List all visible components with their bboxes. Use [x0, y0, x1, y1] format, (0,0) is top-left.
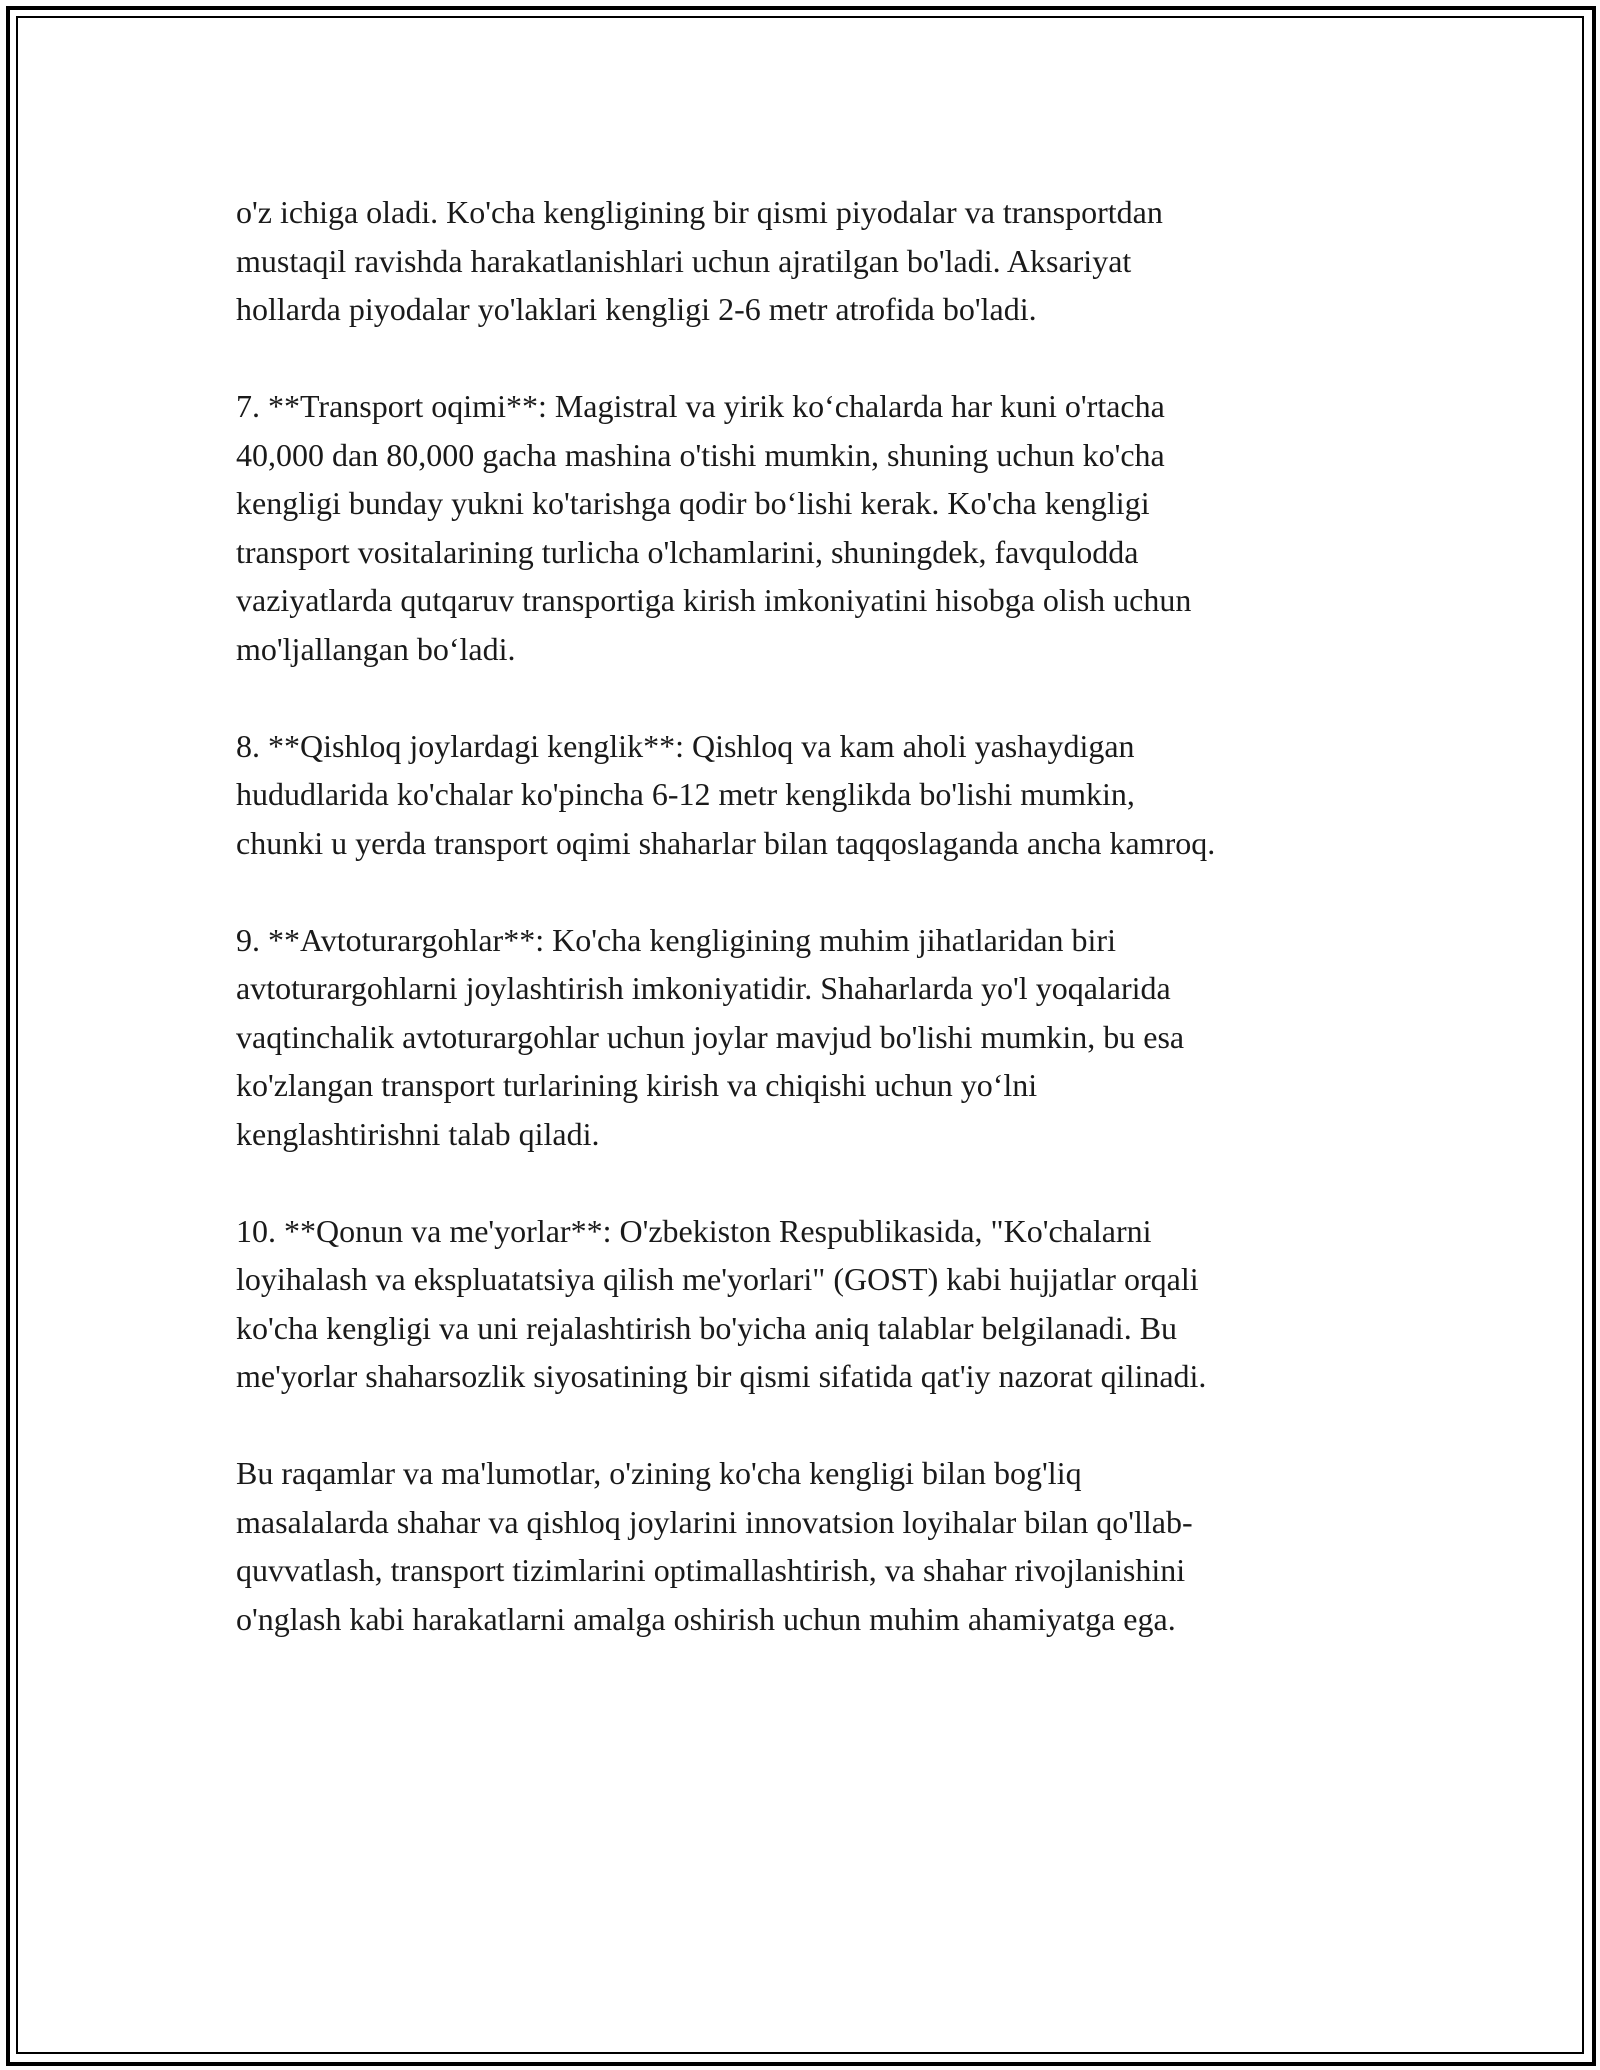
paragraph-rural-width: 8. **Qishloq joylardagi kenglik**: Qishloq va kam aholi yashaydigan hududlarida ko'chalar ko'pincha 6-12 metr kenglikda bo'lishi mumkin, chunki u yerda transport oqimi shaharlar bilan taqqoslaganda ancha kamroq.	[236, 727, 1216, 861]
paragraph-law-norms: 10. **Qonun va me'yorlar**: O'zbekiston Respublikasida, "Ko'chalarni loyihalash va ekspluatatsiya qilish me'yorlari" (GOST) kabi hujjatlar orqali ko'cha kengligi va uni rejalashtirish bo'yicha aniq talablar belgilanadi. Bu me'yorlar shaharsozlik siyosatining bir qismi sifatida qat'iy nazorat qilinadi.	[236, 1212, 1207, 1394]
paragraph-sidewalk-intro: o'z ichiga oladi. Ko'cha kengligining bir qismi piyodalar va transportdan mustaqil ravishda harakatlanishlari uchun ajratilgan bo'ladi. Aksariyat hollarda piyodalar yo'laklari kengligi 2-6 metr atrofida bo'ladi.	[236, 194, 1163, 327]
paragraph-transport-flow: 7. **Transport oqimi**: Magistral va yirik ko‘chalarda har kuni o'rtacha 40,000 dan 80,000 gacha mashina o'tishi mumkin, shuning uchun ko'cha kengligi bunday yukni ko'tarishga qodir bo‘lishi kerak. Ko'cha kengligi transport vositalarining turlicha o'lchamlarini, shuningdek, favqulodda vaziyatlarda qutqaruv transportiga kirish imkoniyatini hisobga olish uchun mo'ljallangan bo‘ladi.	[236, 388, 1192, 667]
paragraph-parking: 9. **Avtoturargohlar**: Ko'cha kengligining muhim jihatlaridan biri avtoturargohlarni joylashtirish imkoniyatidir. Shaharlarda yo'l yoqalarida vaqtinchalik avtoturargohlar uchun joylar mavjud bo'lishi mumkin, bu esa ko'zlangan transport turlarining kirish va chiqishi uchun yo‘lni kenglashtirishni talab qiladi.	[236, 921, 1185, 1152]
document-body	[236, 188, 1396, 1692]
paragraph-conclusion: Bu raqamlar va ma'lumotlar, o'zining ko'cha kengligi bilan bog'liq masalalarda shahar va qishloq joylarini innovatsion loyihalar bilan qo'llab- quvvatlash, transport tizimlarini optimallashtirish, va shahar rivojlanishini o'nglash kabi harakatlarni amalga oshirish uchun muhim ahamiyatga ega.	[236, 1455, 1193, 1637]
